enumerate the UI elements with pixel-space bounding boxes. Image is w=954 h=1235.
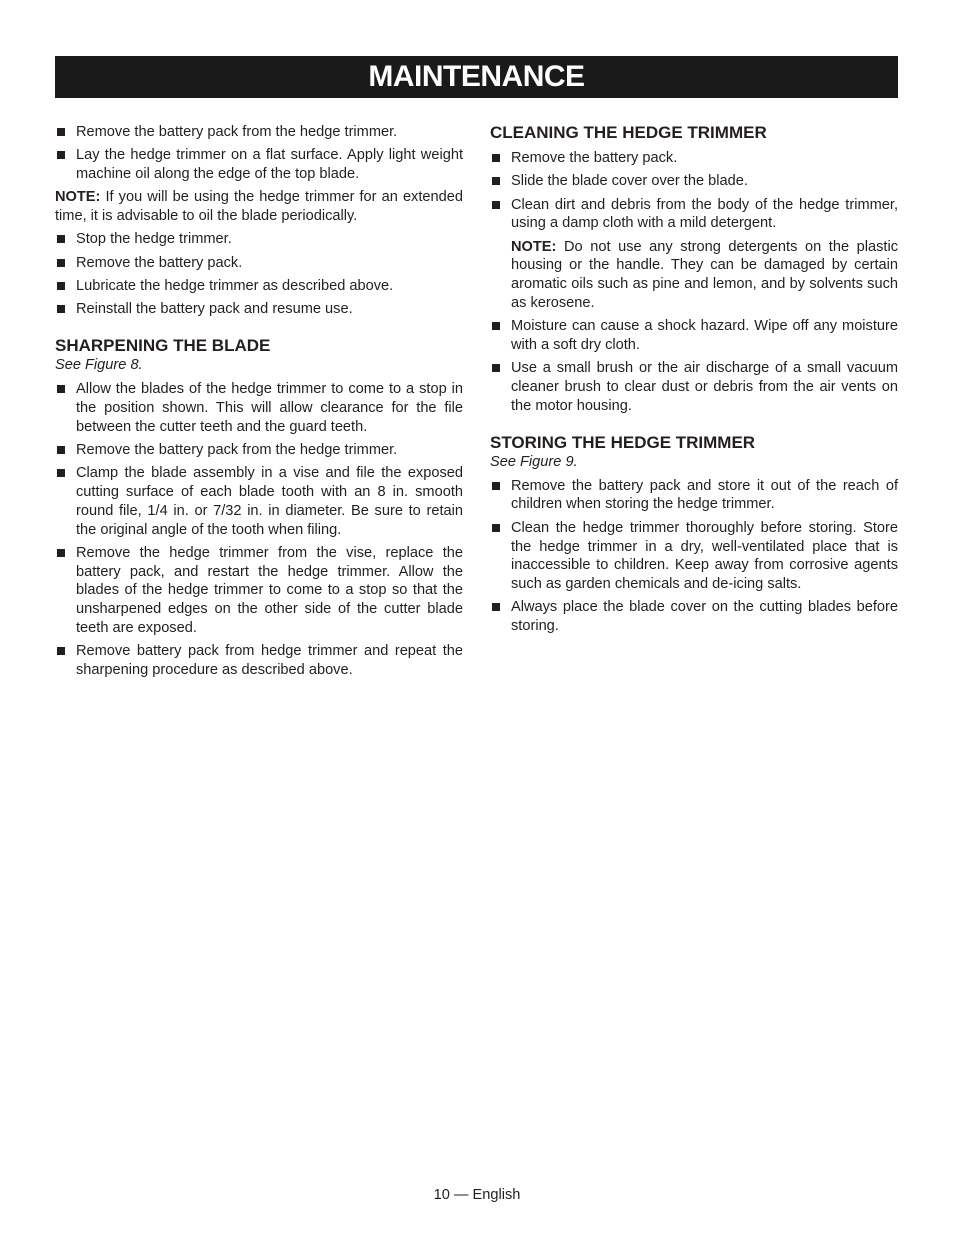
list-item: Lay the hedge trimmer on a flat surface. Apply light weight machine oil along the edge of the top blade. [55, 146, 463, 184]
storing-heading: STORING THE HEDGE TRIMMER [490, 432, 756, 452]
note-text: Do not use any strong detergents on the plastic housing or the handle. They can be damaged by certain aromatic oils such as pine and lemon, and by solvents such as kerosene. [511, 238, 898, 312]
list-item: Allow the blades of the hedge trimmer to come to a stop in the position shown. This will allow clearance for the file between the cutter teeth and the guard teeth. [55, 380, 463, 436]
page-title: MAINTENANCE [55, 56, 898, 98]
list-item: Remove the battery pack. [55, 254, 463, 273]
list-item: Slide the blade cover over the blade. [490, 172, 898, 191]
list-item: Stop the hedge trimmer. [55, 230, 463, 249]
sharpening-figure-ref: See Figure 8. [55, 357, 143, 374]
storing-figure-ref: See Figure 9. [490, 453, 578, 470]
right-column [490, 123, 898, 641]
note-label: NOTE: [511, 238, 557, 255]
list-item: Clean dirt and debris from the body of the hedge trimmer, using a damp cloth with a mild detergent. [490, 196, 898, 234]
list-item: Remove the battery pack. [490, 149, 898, 168]
list-item: Clean the hedge trimmer thoroughly before storing. Store the hedge trimmer in a dry, well-ventilated place that is inaccessible to children. Keep away from corrosive agents such as garden chemicals and de-icing salts. [490, 519, 898, 594]
list-item: Remove battery pack from hedge trimmer and repeat the sharpening procedure as described above. [55, 642, 463, 680]
sharpening-heading: SHARPENING THE BLADE [55, 336, 271, 356]
list-item: Remove the battery pack from the hedge trimmer. [55, 123, 463, 142]
list-item: Reinstall the battery pack and resume use. [55, 300, 463, 319]
list-item: Lubricate the hedge trimmer as described above. [55, 277, 463, 296]
list-item: Remove the battery pack and store it out of the reach of children when storing the hedge trimmer. [490, 477, 898, 515]
note-label: NOTE: [55, 189, 101, 206]
note-text: If you will be using the hedge trimmer for an extended time, it is advisable to oil the blade periodically. [55, 189, 463, 225]
storing-list [490, 477, 898, 636]
oil-note [55, 188, 463, 226]
list-item: Use a small brush or the air discharge of a small vacuum cleaner brush to clear dust or debris from the air vents on the motor housing. [490, 359, 898, 415]
cleaning-list-a [490, 149, 898, 233]
list-item: Clamp the blade assembly in a vise and file the exposed cutting surface of each blade tooth with an 8 in. smooth round file, 1/4 in. or 7/32 in. in diameter. Be sure to retain the original angle of the tooth when filing. [55, 464, 463, 539]
cleaning-note [490, 238, 898, 313]
list-item: Remove the hedge trimmer from the vise, replace the battery pack, and restart the hedge trimmer. Allow the blades of the hedge trimmer to come to a stop so that the unsharpened edges on the other side of the cutter blade teeth are exposed. [55, 544, 463, 638]
cleaning-heading: CLEANING THE HEDGE TRIMMER [490, 123, 767, 142]
left-column [55, 123, 463, 684]
list-item: Always place the blade cover on the cutting blades before storing. [490, 598, 898, 636]
list-item: Remove the battery pack from the hedge trimmer. [55, 441, 463, 460]
sharpening-list [55, 380, 463, 680]
oiling-list [55, 123, 463, 184]
list-item: Moisture can cause a shock hazard. Wipe off any moisture with a soft dry cloth. [490, 317, 898, 355]
cleaning-list-b [490, 317, 898, 415]
page-footer: 10 — English [433, 1187, 521, 1203]
lubricate-list [55, 230, 463, 319]
